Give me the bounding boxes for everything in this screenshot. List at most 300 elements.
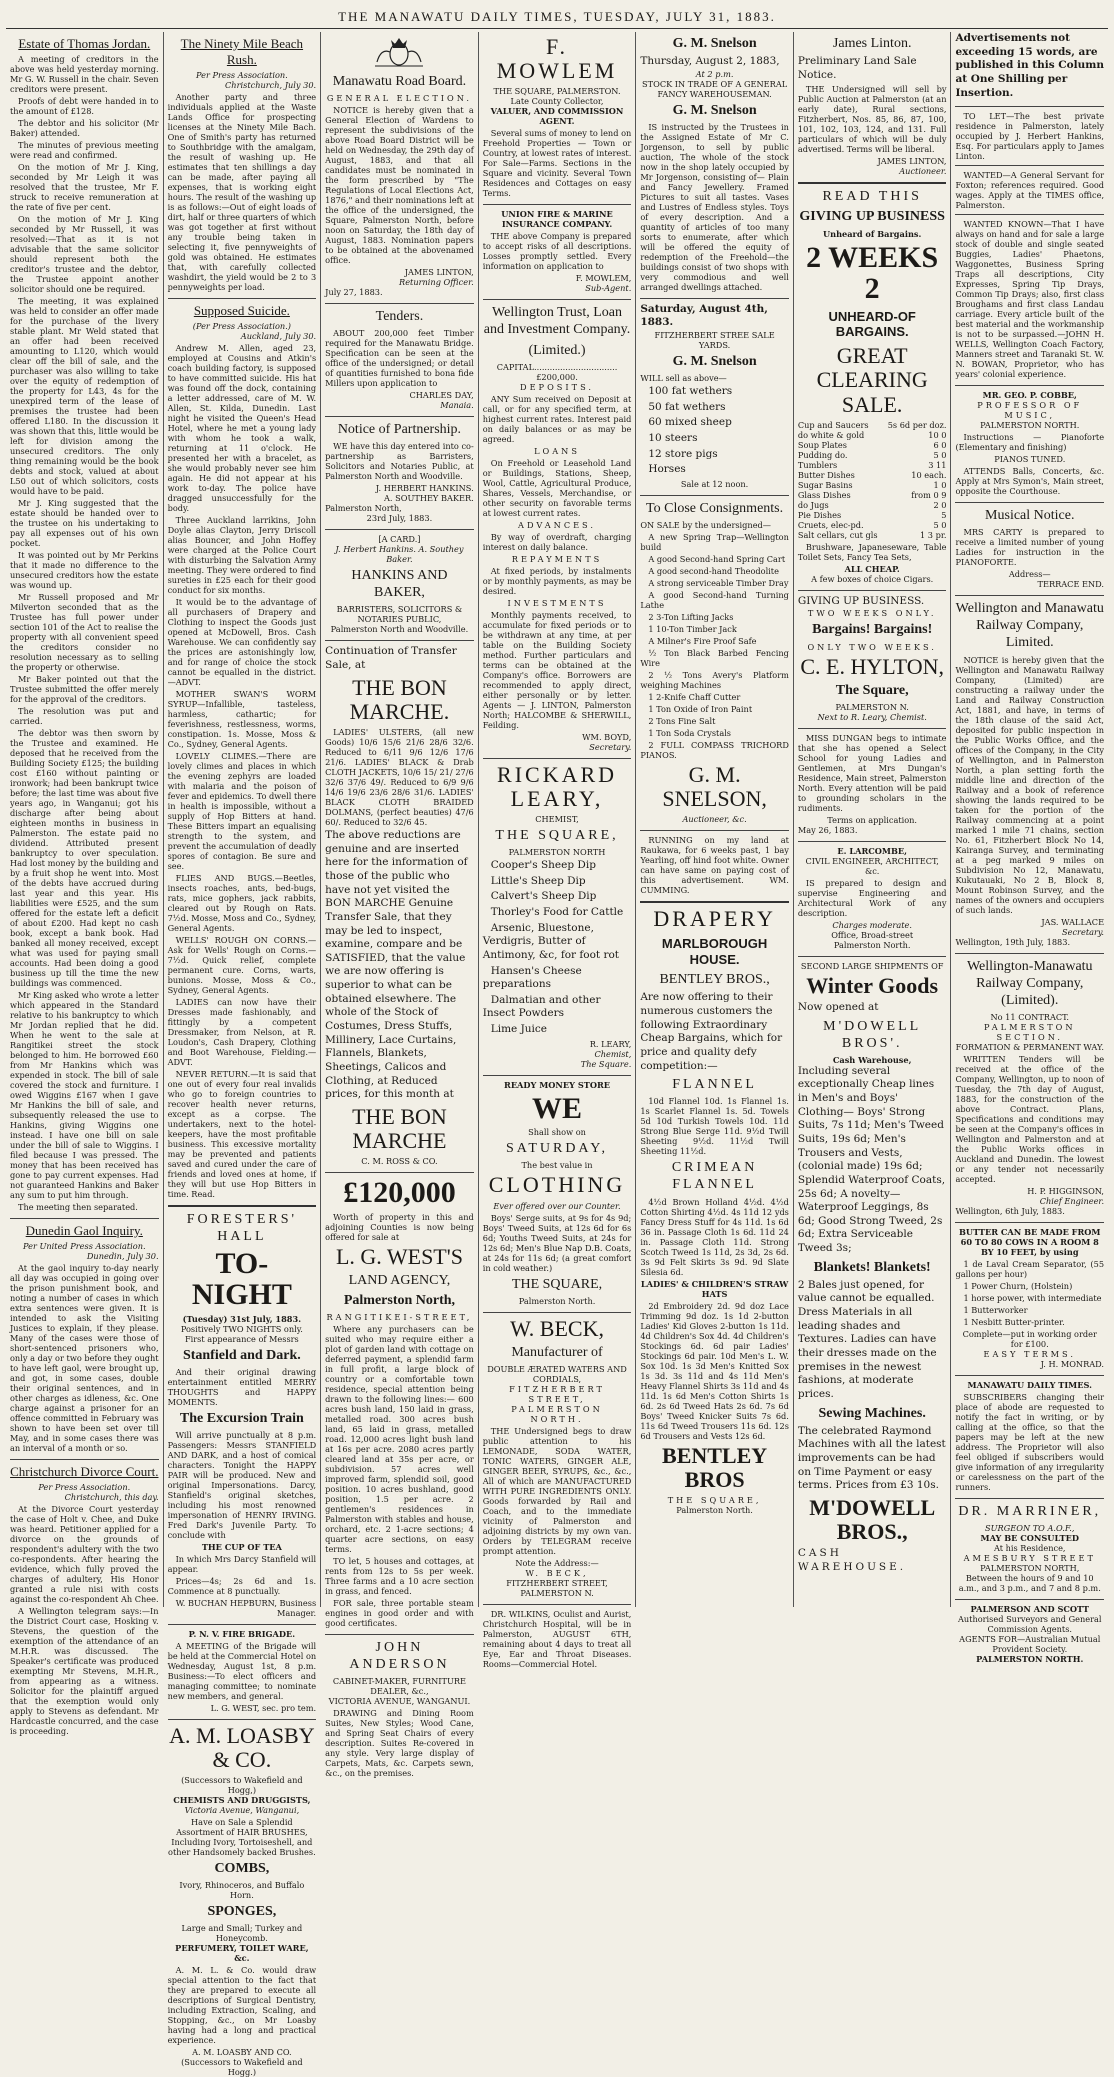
item-price: 5s 6d per doz. — [887, 419, 947, 430]
ad-line: First appearance of Messrs — [184, 1333, 299, 1344]
ad-title: G. M. Snelson — [672, 102, 757, 118]
article-body — [10, 54, 159, 1212]
butter-ad — [955, 1227, 1104, 1369]
linton-land-sale-ad — [798, 35, 947, 176]
bon-marche-ad — [325, 645, 474, 1166]
ad-body: NOTICE is hereby given that a General Election of Wardens to represent the subdivisions of the above Road Board District will be held on Wednesday, the 29th day of August, 1883, and that all candidates must be nominated in the form prescribed by "The Regulations of Local Elections Act, 1876," and their nominations left at the office of the undersigned, the Square, Palmerston North, before noon on Saturday, the 18th day of August, 1883. Nomination papers to be obtained at the abovenamed office. — [325, 105, 474, 266]
ad-body: IS instructed by the Trustees in the Assigned Estate of Mr C. Jorgenson, to sell by public auction, The whole of the stock now in the shop lately occupied by Mr Jorgenson, consisting of— Plain and Fancy Jewellery. Framed Pictures to suit all tastes. Vases and Lustres of Endless styles. Toys of every description. And a quantity of articles of too many sorts to enumerate, after which will be offered the equity of redemption of the Freehold—the buildings consist of two shops with very commodious and well arranged dwellings attached. — [640, 121, 789, 292]
ad-addr: The Square, — [835, 682, 909, 698]
ad-date: Saturday, August 4th, 1883. — [640, 302, 768, 329]
ad-addr: THE SQUARE, — [511, 1276, 603, 1292]
ad-sub: BARRISTERS, SOLICITORS & NOTARIES PUBLIC, — [336, 604, 463, 625]
ad-body: MISS DUNGAN begs to intimate that she has opened a Select School for young Ladies and Gentlemen, at Mrs Dungan's Residence, Main street, Palmerston North. Every attention will be paid to grounding scholars in the rudiments. — [797, 732, 947, 813]
consign-list — [640, 532, 789, 760]
ad-line: Between the hours of 9 and 10 a.m., and 3 p.m., and 7 and 8 p.m. — [958, 1572, 1101, 1593]
ready-money-store-ad — [483, 1080, 632, 1306]
byline: (Per Press Association.) — [192, 320, 291, 331]
list-item: Calvert's Sheep Dip — [490, 890, 597, 903]
sale-row — [798, 450, 947, 460]
masthead: THE MANAWATU DAILY TIMES, TUESDAY, JULY 31, 1883. — [6, 6, 1108, 29]
consignments-ad — [640, 500, 789, 824]
ad-line: Ivory, Rhinoceros, and Buffalo Horn. — [179, 1880, 305, 1901]
mowlem-ad — [483, 35, 632, 198]
list-item: MOTHER SWAN'S WORM SYRUP—Infallible, tasteless, harmless, cathartic; for feverishness, restlessness, worms, constipation. 1s. Mosse, Moss & Co., Sydney, General Agents. — [167, 688, 317, 749]
list-item: 12 store pigs — [648, 447, 718, 460]
column-3 — [321, 32, 479, 1779]
list-item: 1 horse power, with intermediate — [963, 1292, 1102, 1303]
sale-row — [798, 430, 947, 440]
byline: Per United Press Association. — [22, 1240, 146, 1251]
palmerson-scott-ad — [955, 1604, 1104, 1664]
item-name: Cruets, elec-pd. — [797, 519, 864, 530]
ad-sub: ONLY TWO WEEKS. — [807, 641, 937, 652]
list-item: WELLS' ROUGH ON CORNS.—Ask for Wells' Rough on Corns.—7½d. Quick relief, complete permanent cure. Corns, warts, bunions. Mosse, Moss & Co., Sydney, General Agents. — [167, 934, 317, 995]
ad-line: The best value in — [521, 1160, 593, 1171]
ad-place: Palmerston North, — [325, 503, 402, 514]
union-insurance-ad — [483, 209, 632, 293]
ad-body: WE have this day entered into co-partnership as Barristers, Solicitors and Notaries Public, at Palmerston North and Woodville. — [325, 441, 474, 482]
crimean-heading: CRIMEAN FLANNEL — [671, 1160, 758, 1193]
signature: F. MOWLEM, — [575, 273, 632, 284]
item-name: Tumblers — [797, 459, 838, 470]
ad-sub: CHEMISTS AND DRUGGISTS, — [173, 1795, 311, 1806]
article-title: Estate of Thomas Jordan. — [18, 36, 151, 51]
stray-notice — [640, 835, 789, 895]
ad-date: 23rd July, 1883. — [366, 513, 433, 524]
list-item: Mr King asked who wrote a letter which appeared in the Standard relative to his bankruptcy to which Mr Jordan replied that he did. When he went to the sale at Rangitikei street the stock belonged to him. He borrowed £60 from Mr Hankins which was expended in stock. The bill of sale covered the stock and furniture. I owed Wiggins £167 when I gave Mr Hankins the bill of sale, and subsequently released the use to Hankins, giving Wiggins one instead. I have one bill on sale under the bill of sale to Wiggins. I filed because I was pressed. The money that has been received has gone to pay current expenses. Had not guaranteed Hankins and Baker any sum to put him through. — [10, 989, 159, 1200]
sale-row — [798, 500, 947, 510]
column-6 — [794, 32, 952, 1607]
read-this: READ THIS — [822, 189, 922, 205]
blankets-heading: Blankets! Blankets! — [813, 1259, 931, 1275]
ad-line: Large and Small; Turkey and Honeycomb. — [181, 1923, 303, 1944]
larcombe-ad — [798, 846, 947, 950]
list-item: A new Spring Trap—Wellington build — [640, 532, 789, 553]
list-item: 1 Ton Oxide of Iron Paint — [648, 704, 753, 715]
item-name: do white & gold — [797, 429, 865, 440]
ad-title: Musical Notice. — [985, 508, 1075, 524]
sale-row — [798, 480, 947, 490]
item-name: Salt cellars, cut gls — [797, 529, 878, 540]
ad-sub: LAND AGENCY, — [348, 1272, 451, 1288]
list-item: 10 steers — [648, 432, 698, 445]
list-item: 2 Tons Fine Salt — [648, 716, 716, 727]
ad-body: In which Mrs Darcy Stanfield will appear. — [167, 1553, 317, 1574]
ad-body: The celebrated Raymond Machines with all the latest improvements can be had on Time Payment or easy terms. Prices from £3 10s. — [797, 1424, 946, 1492]
signature: WM. BOYD, — [582, 731, 632, 742]
ad-time: Sale at 12 noon. — [680, 479, 749, 489]
ad-sub: FITZHERBERT STREE SALE YARDS. — [654, 330, 775, 351]
auctioneer-name: G. M. SNELSON, — [662, 762, 767, 812]
list-item: Mr Baker pointed out that the Trustee submitted the offer merely for the approval of the creditors. — [10, 673, 159, 704]
ad-sub: CHEMIST, — [535, 813, 579, 824]
ad-line: Ever offered over our Counter. — [493, 1200, 621, 1211]
ad-sub: Authorised Surveyors and General Commission Agents. — [957, 1613, 1102, 1634]
ad-title: James Linton. — [832, 36, 912, 51]
list-item: FLIES AND BUGS.—Beetles, insects roaches, ants, bed-bugs, rats, mice gophers, jack rabbits, cleared out by Rough on Rats. 7½d. Mosse, Moss and Co., Sydney, General Agents. — [167, 872, 317, 933]
ad-title: G. M. Snelson — [672, 36, 757, 51]
ad-sub: PALMERSTON SECTION. — [983, 1021, 1076, 1042]
ad-place: PALMERSTON NORTH, — [980, 1562, 1080, 1573]
ad-addr: Victoria Avenue, Wanganui, — [184, 1805, 300, 1816]
ad-body: Monthly payments received, to accumulate for fixed periods or to be withdrawn at any time, at per table on the Building Society method. Further particulars and terms can be obtained at the Company's office. Borrowers are recommended to apply direct, either personally or by letter. Agents — J. LINTON, Palmerston North; HALCOMBE & SHERWILL, Feilding. — [482, 609, 632, 730]
ad-title: F. MOWLEM — [496, 34, 618, 84]
ad-title: C. E. HYLTON, — [800, 653, 944, 679]
ad-title: PALMERSON AND SCOTT — [970, 1603, 1089, 1614]
list-item: It was pointed out by Mr Perkins that it made no difference to the unsecured creditors how the estate was wound up. — [10, 549, 159, 590]
dateline: Dunedin, July 30. — [86, 1250, 159, 1261]
price-list: LADIES' ULSTERS, (all new Goods) 10/6 15/6 21/6 28/6 32/6. Reduced to 6/11 9/6 12/6 17/6 21/6. LADIES' BLACK & Drab CLOTH JACKETS, 10/6 15/ 21/ 27/6 32/6 37/6 49/. Reduced to 6/9 9/6 14/6 19/6 23/6 28/6 31/6. LADIES' BLACK CLOTH BRAIDED DOLMANS, (perfect beauties) 47/6 60/. Reduced to 32/6 45. — [325, 727, 474, 828]
ad-title: Notice of Partnership. — [337, 422, 462, 438]
list-item: 1 Butterworker — [963, 1304, 1028, 1315]
ad-body: RUNNING on my land at Raukawa, for 6 weeks past, 1 bay Yearling, off hind foot white. Owner can have same on paying cost of this advertisement. WM. CUMMING. — [640, 835, 789, 896]
sale-row — [798, 470, 947, 480]
firm-name: M'DOWELL BROS'. — [823, 1018, 922, 1051]
ad-sub: EASY TERMS. — [983, 1348, 1076, 1359]
ad-addr: FITZHERBERT STREET, — [509, 1383, 605, 1404]
list-item: On the motion of Mr J. King, seconded by Mr Leigh it was resolved that the trustee, Mr F. struck to receive remuneration at the rate of five per cent. — [10, 161, 159, 212]
signature: H. P. HIGGINSON, — [1027, 1185, 1105, 1196]
partnership-ad — [325, 421, 474, 523]
list-item: On the motion of Mr J. King seconded by Mr Russell, it was resolved:—That as it is not advisable that the same solicitor should represent both the creditor's trustee and the debtor, the Trustee appoint another solicitor should one be required. — [10, 213, 159, 294]
ad-place: Palmerston North. — [833, 939, 911, 950]
ad-title: Wellington-Manawatu Railway Company, (Limited). — [966, 958, 1093, 1008]
dateline: Christchurch, July 30. — [225, 79, 317, 90]
ad-sub: SECOND LARGE SHIPMENTS OF — [800, 960, 944, 971]
times-notice — [955, 1380, 1104, 1492]
suicide-article — [168, 303, 317, 1199]
column-5 — [636, 32, 794, 1607]
ad-body: Several sums of money to lend on Freehold Properties — Town or Country, at lowest rates of interest. For Sale—Farms. Sections in the Square and vicinity. Several Town Residences and Cottages on easy Terms. — [482, 128, 632, 199]
ad-body: SUBSCRIBERS changing their place of abode are requested to notify the fact in writing, or by calling at the office, so that the papers may be left at the new address. The Proprietor will also feel obliged if subscribers would give information of any irregularity or carelessness on the part of the runners. — [955, 1391, 1105, 1492]
item-price: 10 0 — [928, 429, 947, 440]
tenders-ad — [325, 308, 474, 410]
wilkins-ad — [483, 1609, 632, 1669]
bentley-drapery-ad — [640, 907, 789, 1514]
list-item: 1 Nesbitt Butter-printer. — [963, 1316, 1065, 1327]
we-heading: WE — [532, 1091, 583, 1125]
ad-title: RICKARD LEARY, — [497, 761, 618, 811]
list-item: A meeting of creditors in the above was held yesterday morning. Mr G. W. Russell in the chair. Seven creditors were present. — [10, 53, 159, 94]
ad-title: W. BECK, — [510, 1315, 604, 1341]
list-item: 1 10-Ton Timber Jack — [648, 624, 737, 635]
ad-sub: Unheard of Bargains. — [822, 228, 922, 239]
sewing-heading: Sewing Machines. — [818, 1405, 926, 1421]
ad-sub: MAY BE CONSULTED — [980, 1532, 1079, 1543]
ad-title: To Close Consignments. — [646, 501, 784, 516]
signature: Secretary. — [589, 741, 632, 752]
ad-title: Continuation of Transfer Sale, at — [325, 645, 457, 672]
ad-sub: (Limited.) — [528, 342, 586, 358]
ad-body: TO let, 5 houses and cottages, at rents from 12s to 5s per week. Three farms and a 10 acre section in grass, and fenced. — [325, 1556, 474, 1597]
list-item: A good Second-hand Spring Cart — [648, 554, 786, 565]
ad-place: PALMERSTON N. — [835, 701, 909, 712]
leary-chemist-ad — [483, 763, 632, 1069]
ad-line: A few boxes of choice Cigars. — [811, 573, 934, 584]
snelson-stock-sale-ad — [640, 303, 789, 489]
ad-body: Have on Sale a Splendid Assortment of HAIR BRUSHES, Including Ivory, Tortoiseshell, and other Handsomely backed Brushes. — [168, 1817, 316, 1858]
item-name: Cup and Saucers — [797, 419, 869, 430]
signature: A. SOUTHEY BAKER. — [384, 493, 474, 504]
performers: Stanfield and Dark. — [182, 1347, 301, 1363]
ad-title: Tenders. — [375, 309, 424, 325]
item-name: Pudding do. — [797, 449, 848, 460]
ad-line: Address— — [1008, 569, 1051, 580]
sale-row — [798, 490, 947, 500]
signature: JAMES LINTON, — [404, 267, 474, 278]
list-item: Hansen's Cheese preparations — [482, 964, 582, 991]
ad-title: READY MONEY STORE — [504, 1079, 611, 1090]
ad-sub: TWO WEEKS ONLY. — [807, 608, 937, 619]
ad-body: Including several exceptionally Cheap lines in Men's and Boys' Clothing— Boys' Strong Suits, 7s 11d; Men's Tweed Suits, 19s 6d; Men's Trousers and Vests, (colonial made) 19s 6d; Splendid Waterproof Coats, 25s 6d; A novelty—Waterproof Leggings, 8s 6d; Good Strong Tweed, 2s 6d; Extra Serviceable Tweed 3s; — [797, 1064, 946, 1255]
ad-body: ABOUT 200,000 feet Timber required for the Manawatu Bridge. Specification can be seen at the office of the undersigned; or detail of quantities furnished to bona fide Millers upon application to — [325, 328, 474, 389]
signature: The Square. — [580, 1058, 632, 1069]
list-item: 50 fat wethers — [648, 400, 726, 413]
list-item: The meeting then separated. — [18, 1201, 138, 1212]
list-item: ½ Ton Black Barbed Fencing Wire — [640, 648, 789, 669]
list-item: Little's Sheep Dip — [490, 874, 586, 887]
ad-line: At his Residence, — [993, 1542, 1066, 1553]
railway-notice-ad — [955, 600, 1104, 946]
article-body — [168, 343, 317, 1199]
signature: J. HERBERT HANKINS. — [375, 483, 474, 494]
ad-body: Will arrive punctually at 8 p.m. Passengers: Messrs STANFIELD AND DARK, and a host of comical characters. Tonight the HAPPY PAIR will be produced. New and original Impersonations. Darcy, Stanfield's original sketches, including his most renowned impersonation of HENRY IRVING. Fred Dark's Juvenile Party. To conclude with — [167, 1429, 317, 1540]
list-item: Thorley's Food for Cattle — [490, 905, 624, 918]
section-heading: ADVANCES. — [518, 519, 596, 530]
product-list — [483, 859, 632, 1037]
ad-line: WILL sell as above— — [640, 373, 727, 384]
list-item: LOVELY CLIMES.—There are lovely climes and places in which the evening zephyrs are loaded with malaria and the poison of fever and epidemics. To dwell there in health is impossible, without a supply of Hop Bitters at hand. These Bitters impart an equalising strength to the system, and prevent the accumulation of deadly spores of contagion. Be sure and see. — [167, 750, 317, 871]
ad-line: Terms on application. — [827, 814, 918, 825]
signature: FITZHERBERT STREET, PALMERSTON N. — [506, 1577, 608, 1598]
stock-list — [640, 385, 789, 477]
column-4 — [479, 32, 637, 1669]
ad-body: 2 Bales just opened, for value cannot be equalled. Dress Materials in all leading shades and Textures. Ladies can have their dresses made on the premises in the newest fashions, at moderate prices. — [797, 1278, 937, 1400]
excursion-title: The Excursion Train — [179, 1410, 304, 1426]
signature: CHARLES DAY, — [409, 390, 474, 401]
ad-sub: FORMATION & PERMANENT WAY. — [955, 1041, 1104, 1052]
ad-body: DR. WILKINS, Oculist and Aurist, Christchurch Hospital, will be in Palmerston, AUGUST 6TH, remaining about 4 days to treat all Eye, Ear and Throat Diseases. Rooms—Commercial Hotel. — [482, 1608, 632, 1669]
sponges-heading: SPONGES, — [207, 1904, 277, 1920]
item-price: 5 0 — [933, 449, 947, 460]
price-list: 10d Flannel 10d. 1s Flannel 1s. 1s Scarlet Flannel 1s. 5d. Towels 5d 10d Turkish Towels 10d. 11d Strong Blue Serge 11d. 9½d Twill Sheeting 9½d. 11½d Twill Sheeting 11½d. — [640, 1096, 789, 1157]
ad-sub: Late County Collector, — [510, 96, 604, 107]
item-price: 1 3 pr. — [919, 529, 947, 540]
ad-sub: PIANOS TUNED. — [994, 454, 1066, 465]
bargains: Bargains! Bargains! — [812, 622, 933, 638]
ad-body: DRAWING and Dining Room Suites, New Styles; Wood Cane, and Spring Seat Chairs of every description. Suites Re-covered in any style. Very large display of Carpets, Mats, &c. Carpets sewn, &c., on the premises. — [325, 1708, 474, 1779]
ad-body: Brushware, Japaneseware, Table Toilet Sets, Fancy Tea Sets, — [797, 541, 947, 562]
west-land-agency-ad — [325, 1177, 474, 1628]
ad-sub: No 11 CONTRACT. — [990, 1011, 1070, 1022]
article-title: Christchurch Divorce Court. — [10, 1463, 159, 1479]
list-item: A good Second-hand Turning Lathe — [640, 590, 789, 611]
section-heading: LOANS — [534, 445, 580, 456]
signature: J. H. MONRAD. — [1040, 1358, 1105, 1369]
ad-title: DRAPERY — [653, 906, 776, 932]
ad-line: ON SALE by the undersigned— — [640, 520, 771, 531]
list-item: 60 mixed sheep — [648, 416, 732, 429]
ad-line: Complete—put in working order for £100. — [962, 1328, 1097, 1349]
ad-date: Wellington, 6th July, 1883. — [955, 1205, 1065, 1216]
ad-sub: CABINET-MAKER, FURNITURE DEALER, &c., — [332, 1676, 467, 1697]
royal-crest-icon — [369, 34, 429, 70]
signature: Returning Officer. — [399, 277, 474, 288]
ad-addr: THE SQUARE, — [495, 827, 619, 843]
ad-title: HANKINS AND BAKER, — [351, 568, 448, 601]
signature: C. M. ROSS & CO. — [361, 1156, 438, 1167]
ad-date: Wellington, 19th July, 1883. — [955, 936, 1071, 947]
hankins-baker-card — [325, 534, 474, 634]
ad-title: BUTTER CAN BE MADE FROM 60 TO 80 COWS IN A ROOM 8 BY 10 FEET, by using — [959, 1226, 1101, 1257]
signature: Auctioneer. — [899, 166, 947, 177]
list-item: 100 fat wethers — [648, 385, 733, 398]
ad-date: Thursday, August 2, 1883, — [640, 55, 780, 68]
prices: Prices—4s; 2s 6d and 1s. Commence at 8 punctually. — [167, 1575, 317, 1596]
item-price: 1 0 — [933, 479, 947, 490]
sale-row — [798, 460, 947, 470]
ad-sub: Auctioneer, &c. — [682, 814, 747, 825]
cup-title: THE CUP OF TEA — [201, 1541, 282, 1552]
sale-price-list — [798, 420, 947, 540]
list-item: LADIES can now have their Dresses made fashionably, and fittingly by a competent Dressmaker, from Nelson, at R. Loudon's, Cash Drapery, Clothing and Boot Warehouse, Fielding.—ADVT. — [167, 996, 317, 1067]
firm-name: BENTLEY BROS — [662, 1442, 768, 1492]
signature: Secretary. — [1062, 926, 1105, 937]
ad-line: Note the Address:— — [515, 1557, 599, 1568]
winter-goods: Winter Goods — [806, 972, 939, 998]
item-price: 5 0 — [933, 519, 947, 530]
ad-sub: GENERAL ELECTION. — [326, 93, 472, 104]
article-title: Dunedin Gaol Inquiry. — [25, 1222, 143, 1238]
foresters-hall-ad — [168, 1211, 317, 1618]
item-price: 5 — [941, 509, 947, 520]
list-item: 1 2-Knife Chaff Cutter — [648, 692, 741, 703]
fire-brigade-ad — [168, 1629, 317, 1713]
house-name: MARLBOROUGH HOUSE. — [661, 935, 768, 967]
ad-title: MR. GEO. P. COBBE, — [982, 390, 1077, 401]
snelson-auction-ad — [640, 35, 789, 292]
item-name: Glass Dishes — [797, 489, 851, 500]
ad-body: At fixed periods, by instalments or by monthly payments, as may be desired. — [482, 565, 632, 596]
ad-body: WRITTEN Tenders will be received at the office of the Company, Wellington, up to noon of Tuesday, the 7th day of August, 1883, for the construction of the above Contract. Plans, Specifications and conditions may be seen at the Company's offices in Wellington and Palmerston and at the Public Works offices in Auckland and Dunedin. The lowest or any tender not necessarily accepted. — [955, 1053, 1105, 1184]
list-item: Horses — [648, 463, 686, 476]
hats-heading: LADIES' & CHILDREN'S STRAW HATS — [640, 1278, 789, 1299]
ad-line: Shall show on — [528, 1127, 586, 1138]
article-title: The Ninety Mile Beach Rush. — [180, 36, 304, 67]
card-label: [A CARD.] — [378, 534, 421, 545]
column-7 — [951, 32, 1108, 1664]
ad-line: AGENTS FOR—Australian Mutual Provident Society. — [959, 1633, 1101, 1654]
item-name: Sugar Basins — [797, 479, 853, 490]
capital: CAPITAL................................£200,000. — [496, 361, 618, 382]
store-name: THE BON MARCHE — [352, 1103, 447, 1154]
sale-row — [798, 440, 947, 450]
list-item: Another party and three individuals applied at the Waste Lands Office for prospecting licenses at the Ninety Mile Bach. One of Smith's party has returned to Southbridge with the amalgam, the result of washing up. He estimates that ten shillings a day can be made, after paying all expenses, that is working eight hours. The result of the washing up is as follows:—Out of eight loads of dirt, half or three quarters of which was got together at first without any trouble being taken in selecting it, five pennyweights of gold was obtained. He estimates that, with carefully collected washdirt, the yield would be 2 to 3 pennyweights per load. — [167, 91, 317, 292]
ad-place: PALMERSTON NORTH. — [511, 1403, 603, 1424]
column-1 — [6, 32, 164, 1736]
column-2 — [164, 32, 322, 2077]
ad-line: Office, Broad-street — [831, 929, 914, 940]
signature: Chemist, — [594, 1048, 632, 1059]
list-item: A Wellington telegram says:—In the District Court case, Hosking v. Stevens, the question of the exemption of the attendance of an M.H.R. was discussed. The Speaker's certificate was produced exempting Mr Stevens, M.H.R., from appearing as a witness. Solicitor for the plaintiff argued that the exemption would only apply to Stevens as defendant. Mr Hardcastle concurred, and the case is proceeding. — [10, 1605, 159, 1736]
ad-body: FOR sale, three portable steam engines in good order and with good certificates. — [325, 1598, 474, 1629]
signature: R. LEARY, — [589, 1038, 632, 1049]
sale-row — [798, 520, 947, 530]
section-heading: DEPOSITS. — [520, 381, 595, 392]
ad-title: Manawatu Road Board. — [332, 74, 467, 89]
ad-title: JOHN ANDERSON — [349, 1640, 450, 1673]
list-item: Lime Juice — [490, 1023, 547, 1036]
signature: JAMES LINTON, — [877, 156, 947, 167]
ad-sub: Preliminary Land Sale Notice. — [797, 55, 917, 81]
ad-place: PALMERSTON NORTH. — [980, 420, 1080, 431]
list-item: 1 de Laval Cream Separator, (55 gallons per hour) — [955, 1258, 1105, 1279]
list-item: 1 Power Churn, (Holstein) — [963, 1280, 1073, 1291]
list-item: Andrew M. Allen, aged 23, employed at Cousins and Atkin's coach building factory, is supposed to have committed suicide. His hat was found off the dock, containing a letter addressed, care of M. W. Allen, St. Kilda, Dunedin. Last night he visited the Queen's Head Hotel, where he met a young lady with whom he took a walk, returning at 11 o'clock. He presented her with a bracelet, as she would probably never see him again. He did not appear at his work to-day. The police have dragged unsuccessfully for the body. — [167, 342, 317, 513]
list-item: Dalmatian and other Insect Powders — [482, 993, 601, 1020]
article-body — [10, 1263, 159, 1453]
small-ads-notice — [955, 32, 1104, 100]
columns — [6, 32, 1108, 2077]
ad-body: THE Undersigned will sell by Public Auction at Palmerston (at an early date), Rural sections, Fitzherbert, Nos. 85, 86, 87, 100, 101, 102, 103, 124, and 131. Full particulars of which will be duly advertised. Terms will be liberal. — [797, 84, 947, 155]
sale-row — [798, 510, 947, 520]
item-price: 10 each. — [911, 469, 947, 480]
list-item: The minutes of previous meeting were read and confirmed. — [10, 139, 159, 160]
ad-title: MANAWATU DAILY TIMES. — [967, 1379, 1092, 1390]
clothing-heading: CLOTHING — [488, 1172, 626, 1198]
list-item: The meeting, it was explained was held to consider an offer made for the purchase of the livery stable plant. Mr Weld stated that an offer had been received amounting to L120, which would clear off the bill of sale, and the purchaser was also willing to take over the equity of redemption of the property for L43, 4s for the unexpired term of the lease of premises the trustee had been offered L180. In the discussion it was shown that this, little would be left for division among the unsecured creditors. The only thing remaining would be the book debts and stock, valued at about L50 out of which solicitors, costs would have to be paid. — [10, 295, 159, 496]
divorce-court-article — [10, 1464, 159, 1736]
item-price: 6 0 — [933, 439, 947, 450]
list-item: Proofs of debt were handed in to the amount of £128. — [10, 95, 159, 116]
item-name: do Jugs — [797, 499, 829, 510]
item-name: Butter Dishes — [797, 469, 855, 480]
trust-loan-ad — [483, 304, 632, 751]
ad-sub: CIVIL ENGINEER, ARCHITECT, &c. — [805, 855, 939, 876]
ad-sub: DOUBLE ÆRATED WATERS AND CORDIALS, — [487, 1363, 627, 1384]
ad-body: Worth of property in this and adjoining Counties is now being offered for sale at — [325, 1211, 474, 1242]
beck-ad — [483, 1317, 632, 1598]
clearing-sale-ad — [798, 188, 947, 583]
great-sale: GREAT CLEARING SALE. — [816, 343, 928, 417]
ad-body: MRS CARTY is prepared to receive a limited number of young Ladies for instruction in the PIANOFORTE. — [955, 527, 1105, 568]
list-item: Cooper's Sheep Dip — [490, 859, 596, 872]
signature: Manaia. — [440, 400, 474, 411]
ad-sub: UNHEARD-OF BARGAINS. — [828, 308, 916, 340]
ad-to-let: TO LET—The best private residence in Palmerston, lately occupied by J. Herbert Hankins, Esq. For particulars apply to James Linton. — [955, 111, 1105, 162]
ad-body: Where any purchasers can be suited who may require either a plot of garden land with cottage on deferred payment, a splendid farm in full profit, a large block of country or a comfortable town residence, special attention being drawn to the following lines:— 600 acres bush land, 150 laid in grass, metalled road. 300 acres bush land, 65 laid in grass, metalled road. 12,000 acres light bush land at 16s per acre. 2080 acres partly cleared land at 35s per acre, or subdivision. 57 acres well improved farm, splendid soil, good position. 10 acres bushland, good position, 1.5 per acre. 2 gentlemen's residences in Palmerston with stables and house, orchard, etc. 2 1-acre sections; 4 quarter acre sections, on easy terms. — [325, 1324, 474, 1555]
ad-addr: AMESBURY STREET — [963, 1552, 1096, 1563]
ad-body: The above reductions are genuine and are inserted here for the information of those of the public who have not yet visited the BON MARCHE Genuine Transfer Sale, that they may be led to inspect, examine, compare and be SATISFIED, that the value we are now offering is superior to what can be obtained elsewhere. The whole of the Stock of Costumes, Dress Stuffs, Millinery, Lace Curtains, Flannels, Blankets, Sheetings, Calicos and Clothing, at Reduced prices, for this month at — [325, 829, 468, 1101]
loasby-ad — [168, 1724, 317, 2077]
ad-place: Palmerston North. — [518, 1295, 596, 1306]
ad-sub: Manufacturer of — [511, 1344, 603, 1360]
ad-body: IS prepared to design and supervise Engineering and Architectural Work of any description. — [797, 877, 947, 918]
list-item: 2 FULL COMPASS TRICHORD PIANOS. — [640, 740, 789, 761]
list-item: Mr J. King suggested that the estate should be handed over to the trustee on his undertaking to pay all expenses out of his own pocket. — [10, 497, 159, 548]
item-price: 3 11 — [928, 459, 947, 470]
ad-body: ATTENDS Balls, Concerts, &c. Apply at Mrs Symon's, Main street, opposite the Courthouse. — [955, 466, 1105, 497]
signature: (Successors to Wakefield and Hogg.) — [181, 2057, 303, 2077]
list-item: 2 ½ Tons Avery's Platform weighing Machines — [640, 670, 789, 691]
ad-title: E. LARCOMBE, — [837, 845, 907, 856]
sale-row — [798, 530, 947, 540]
ad-addr: THE SQUARE, PALMERSTON. — [493, 86, 621, 97]
list-item: It would be to the advantage of all purchasers of Drapery and Clothing to inspect the Goods just opened at McDowell, Bros. Cash Warehouse. We can confidently say the prices are astonishingly low, and for range of choice the stock cannot be equalled in the district.—ADVT. — [167, 596, 317, 687]
card-names: J. Herbert Hankins. A. Southey Baker. — [335, 544, 464, 565]
ad-body: A. M. L. & Co. would draw special attention to the fact that they are prepared to execute all descriptions of Surgical Dentistry, including Extraction, Scaling, and Stopping, &c., on Mr Loasby having had a long and practical experience. — [167, 1965, 317, 2046]
item-name: Soup Plates — [797, 439, 847, 450]
